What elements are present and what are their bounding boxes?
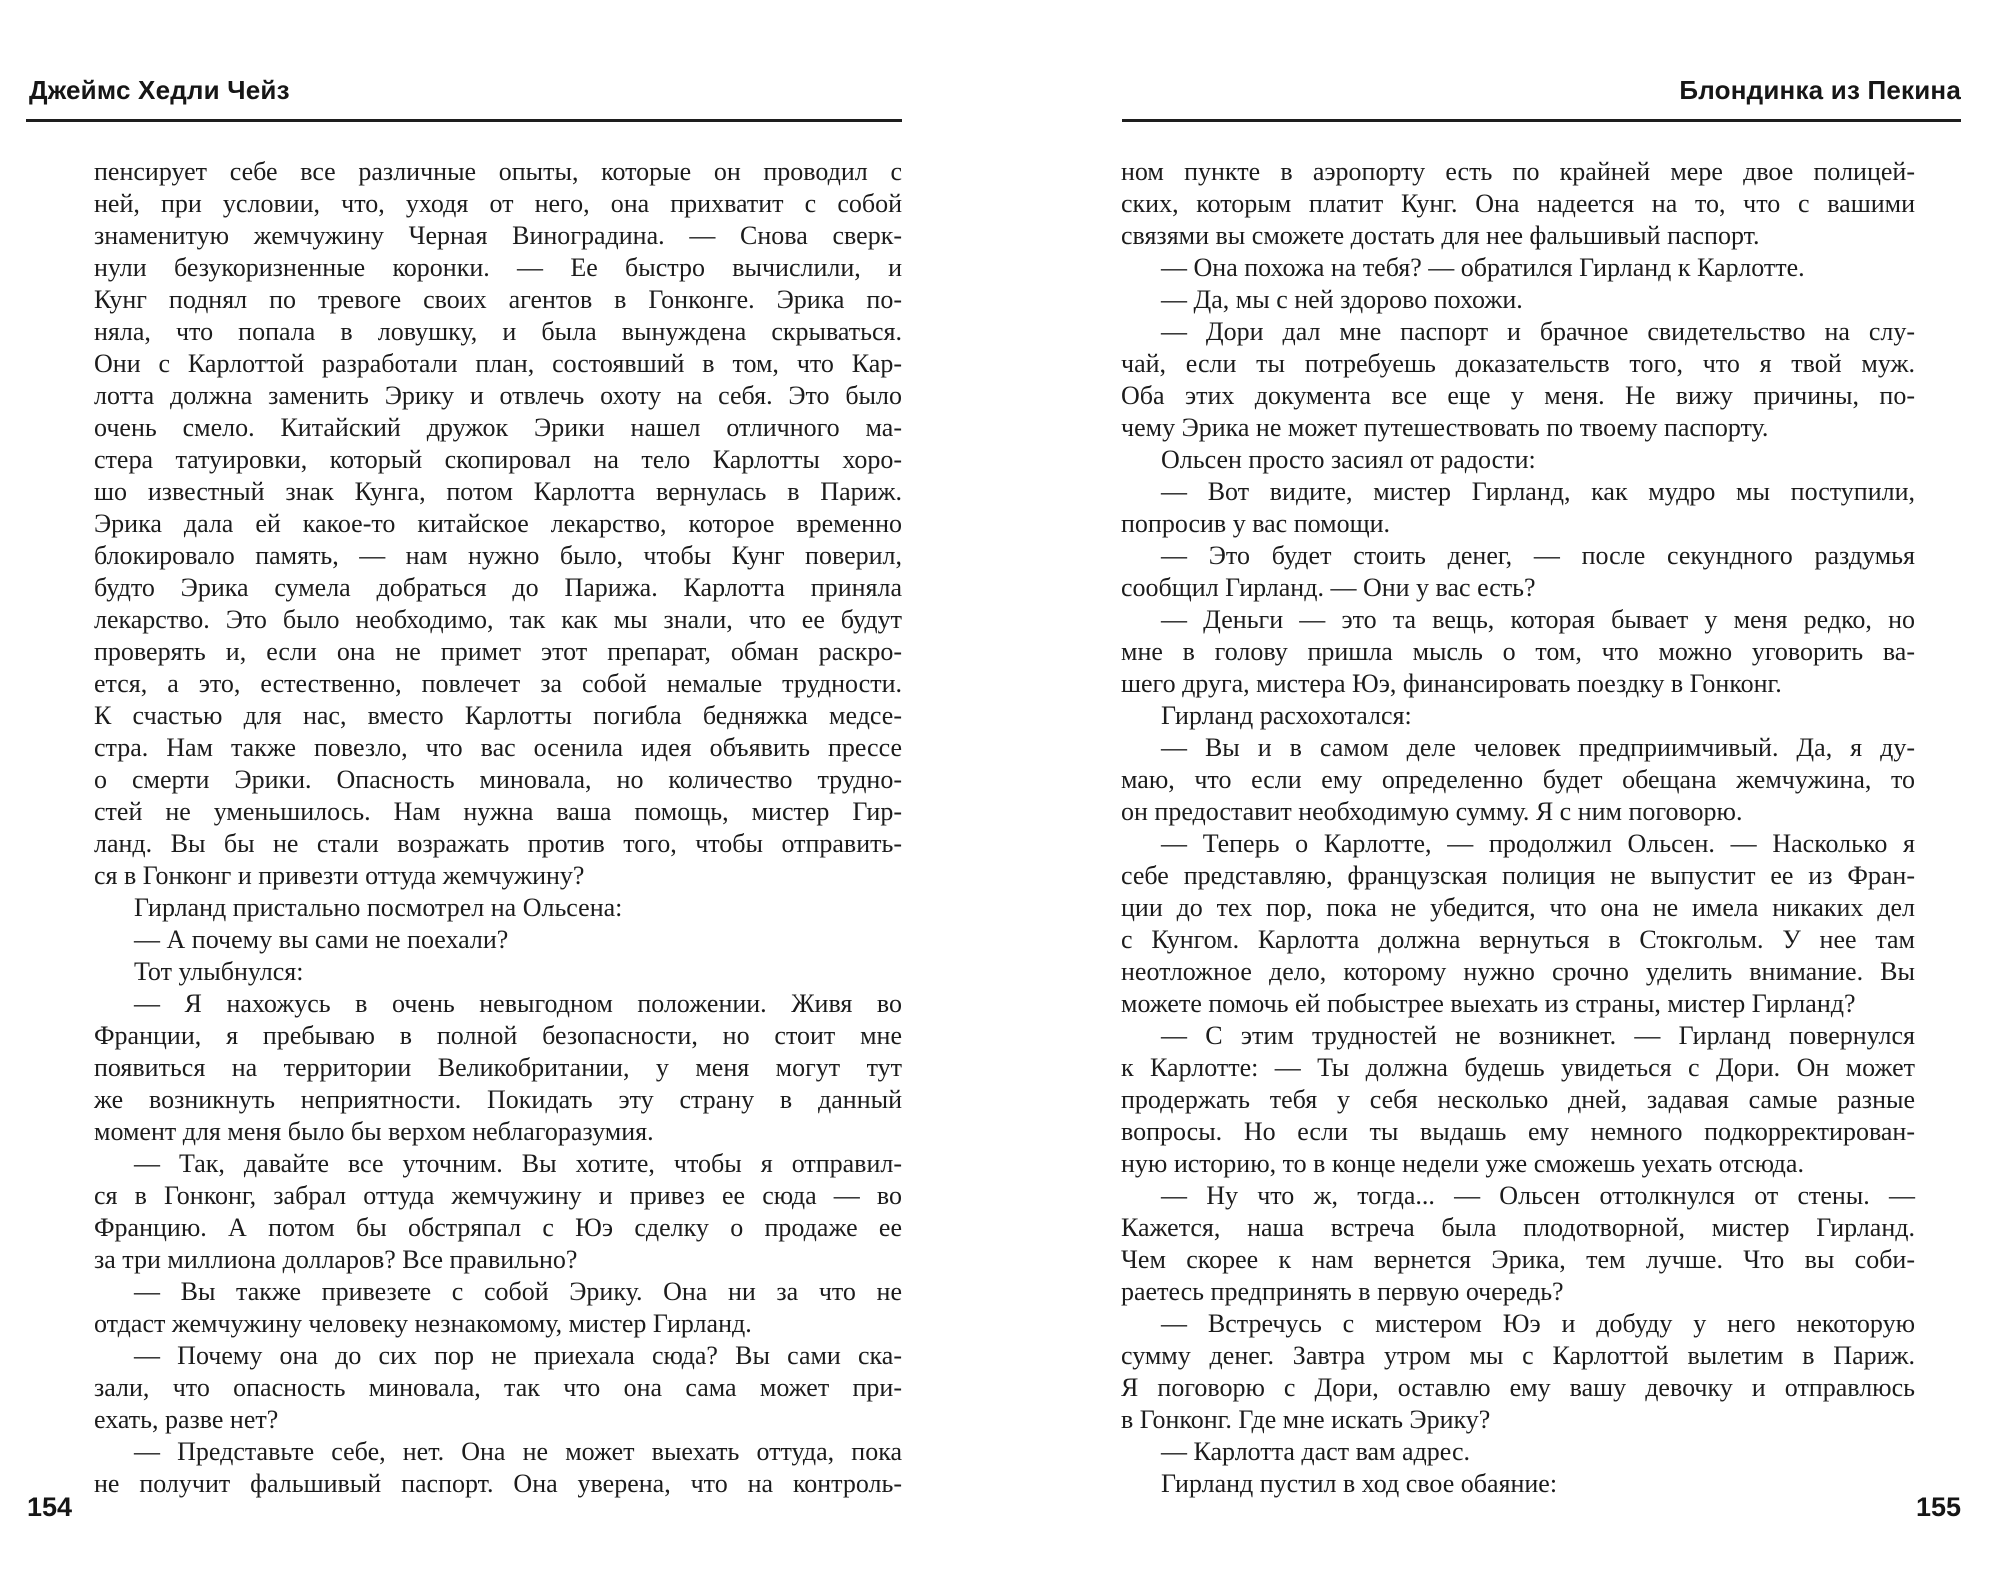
body-text [94, 156, 902, 1500]
text-line: с Кунгом. Карлотта должна вернуться в Стокгольм. У нее там [1121, 925, 1915, 954]
right-page [1000, 0, 2000, 1573]
text-line: Франции, я пребываю в полной безопасности, но стоит мне [94, 1021, 902, 1050]
text-line: ции до тех пор, пока не убедится, что она не имела никаких дел [1121, 893, 1915, 922]
text-line: раетесь предпринять в первую очередь? [1121, 1277, 1564, 1306]
text-line: можете помочь ей побыстрее выехать из страны, мистер Гирланд? [1121, 989, 1856, 1018]
text-line: Чем скорее к нам вернется Эрика, тем лучше. Что вы соби- [1121, 1245, 1915, 1274]
text-line: — Почему она до сих пор не приехала сюда? Вы сами ска- [134, 1341, 902, 1370]
text-line: Эрика дала ей какое-то китайское лекарство, которое временно [94, 509, 902, 538]
text-line: — Теперь о Карлотте, — продолжил Ольсен. — Насколько я [1161, 829, 1915, 858]
text-line: очень смело. Китайский дружок Эрики нашел отличного ма- [94, 413, 902, 442]
text-line: стера татуировки, который скопировал на тело Карлотты хоро- [94, 445, 902, 474]
text-line: — Встречусь с мистером Юэ и добуду у него некоторую [1161, 1309, 1915, 1338]
text-line: — Да, мы с ней здорово похожи. [1161, 285, 1523, 314]
text-line: — Так, давайте все уточним. Вы хотите, чтобы я отправил- [134, 1149, 902, 1178]
text-line: сообщил Гирланд. — Они у вас есть? [1121, 573, 1536, 602]
text-line: ся в Гонконг и привезти оттуда жемчужину? [94, 861, 585, 890]
text-line: ехать, разве нет? [94, 1405, 279, 1434]
text-line: Гирланд пристально посмотрел на Ольсена: [134, 893, 623, 922]
text-line: стра. Нам также повезло, что вас осенила идея объявить прессе [94, 733, 902, 762]
text-line: лекарство. Это было необходимо, так как мы знали, что ее будут [94, 605, 902, 634]
text-line: — Деньги — это та вещь, которая бывает у меня редко, но [1161, 605, 1915, 634]
text-line: няла, что попала в ловушку, и была вынуждена скрываться. [94, 317, 902, 346]
text-line: — Карлотта даст вам адрес. [1161, 1437, 1471, 1466]
text-line: Я поговорю с Дори, оставлю ему вашу девочку и отправлюсь [1121, 1373, 1915, 1402]
text-line: шего друга, мистера Юэ, финансировать поездку в Гонконг. [1121, 669, 1782, 698]
body-text [1121, 156, 1915, 1500]
header-rule [26, 119, 902, 122]
text-line: не получит фальшивый паспорт. Она уверена, что на контроль- [94, 1469, 902, 1498]
text-line: — Дори дал мне паспорт и брачное свидетельство на слу- [1161, 317, 1915, 346]
text-line: Они с Карлоттой разработали план, состоявший в том, что Кар- [94, 349, 902, 378]
text-line: Гирланд пустил в ход свое обаяние: [1161, 1469, 1558, 1498]
text-line: момент для меня было бы верхом неблагоразумия. [94, 1117, 654, 1146]
text-line: чай, если ты потребуешь доказательств того, что я твой муж. [1121, 349, 1915, 378]
text-line: — Она похожа на тебя? — обратился Гирланд к Карлотте. [1161, 253, 1805, 282]
text-line: блокировало память, — нам нужно было, чтобы Кунг поверил, [94, 541, 902, 570]
text-line: будто Эрика сумела добраться до Парижа. Карлотта приняла [94, 573, 902, 602]
text-line: — Я нахожусь в очень невыгодном положении. Живя во [134, 989, 902, 1018]
running-head-author: Джеймс Хедли Чейз [29, 75, 290, 105]
text-line: вопросы. Но если ты выдашь ему немного подкорректирован- [1121, 1117, 1915, 1146]
text-line: связями вы сможете достать для нее фальшивый паспорт. [1121, 221, 1760, 250]
text-line: ся в Гонконг, забрал оттуда жемчужину и привез ее сюда — во [94, 1181, 902, 1210]
text-line: себе представляю, французская полиция не выпустит ее из Фран- [1121, 861, 1915, 890]
text-line: Ольсен просто засиял от радости: [1161, 445, 1536, 474]
text-line: маю, что если ему определенно будет обещана жемчужина, то [1121, 765, 1915, 794]
text-line: сумму денег. Завтра утром мы с Карлоттой вылетим в Париж. [1121, 1341, 1915, 1370]
text-line: ном пункте в аэропорту есть по крайней мере двое полицей- [1121, 157, 1915, 186]
text-line: К счастью для нас, вместо Карлотты погибла бедняжка медсе- [94, 701, 902, 730]
text-line: зали, что опасность миновала, так что она сама может при- [94, 1373, 902, 1402]
text-line: он предоставит необходимую сумму. Я с ним поговорю. [1121, 797, 1743, 826]
text-line: — Это будет стоить денег, — после секундного раздумья [1161, 541, 1915, 570]
text-line: в Гонконг. Где мне искать Эрику? [1121, 1405, 1491, 1434]
text-line: ется, а это, естественно, повлечет за собой немалые трудности. [94, 669, 902, 698]
text-line: попросив у вас помощи. [1121, 509, 1391, 538]
page-number: 154 [27, 1492, 73, 1522]
text-line: о смерти Эрики. Опасность миновала, но количество трудно- [94, 765, 902, 794]
text-line: Кажется, наша встреча была плодотворной, мистер Гирланд. [1121, 1213, 1915, 1242]
text-line: — Вы и в самом деле человек предприимчивый. Да, я ду- [1161, 733, 1915, 762]
text-line: отдаст жемчужину человеку незнакомому, мистер Гирланд. [94, 1309, 752, 1338]
text-line: ланд. Вы бы не стали возражать против того, чтобы отправить- [94, 829, 902, 858]
text-line: продержать тебя у себя несколько дней, задавая самые разные [1121, 1085, 1915, 1114]
text-line: Кунг поднял по тревоге своих агентов в Гонконге. Эрика по- [94, 285, 902, 314]
text-line: проверять и, если она не примет этот препарат, обман раскро- [94, 637, 902, 666]
text-line: знаменитую жемчужину Черная Виноградина. — Снова сверк- [94, 221, 902, 250]
running-head-title: Блондинка из Пекина [1679, 75, 1961, 105]
text-line: ную историю, то в конце недели уже сможешь уехать отсюда. [1121, 1149, 1804, 1178]
text-line: — Представьте себе, нет. Она не может выехать оттуда, пока [134, 1437, 902, 1466]
text-line: появиться на территории Великобритании, у меня могут тут [94, 1053, 902, 1082]
text-line: — С этим трудностей не возникнет. — Гирланд повернулся [1161, 1021, 1915, 1050]
text-line: ских, которым платит Кунг. Она надеется на то, что с вашими [1121, 189, 1915, 218]
text-line: Оба этих документа все еще у меня. Не вижу причины, по- [1121, 381, 1915, 410]
text-line: к Карлотте: — Ты должна будешь увидеться с Дори. Он может [1121, 1053, 1915, 1082]
text-line: — Ну что ж, тогда... — Ольсен оттолкнулся от стены. — [1161, 1181, 1915, 1210]
text-line: нули безукоризненные коронки. — Ее быстро вычислили, и [94, 253, 902, 282]
text-line: неотложное дело, которому нужно срочно уделить внимание. Вы [1121, 957, 1915, 986]
text-line: — А почему вы сами не поехали? [134, 925, 509, 954]
text-line: же возникнуть неприятности. Покидать эту страну в данный [94, 1085, 902, 1114]
text-line: мне в голову пришла мысль о том, что можно уговорить ва- [1121, 637, 1915, 666]
text-line: пенсирует себе все различные опыты, которые он проводил с [94, 157, 902, 186]
text-line: ней, при условии, что, уходя от него, она прихватит с собой [94, 189, 902, 218]
text-line: Гирланд расхохотался: [1161, 701, 1412, 730]
text-line: Тот улыбнулся: [134, 957, 304, 986]
text-line: — Вы также привезете с собой Эрику. Она ни за что не [134, 1277, 902, 1306]
page-number: 155 [1915, 1492, 1961, 1522]
text-line: за три миллиона долларов? Все правильно? [94, 1245, 578, 1274]
text-line: — Вот видите, мистер Гирланд, как мудро мы поступили, [1161, 477, 1915, 506]
header-rule [1122, 119, 1961, 122]
text-line: Францию. А потом бы обстряпал с Юэ сделку о продаже ее [94, 1213, 902, 1242]
text-line: лотта должна заменить Эрику и отвлечь охоту на себя. Это было [94, 381, 902, 410]
text-line: стей не уменьшилось. Нам нужна ваша помощь, мистер Гир- [94, 797, 902, 826]
text-line: чему Эрика не может путешествовать по твоему паспорту. [1121, 413, 1769, 442]
text-line: шо известный знак Кунга, потом Карлотта вернулась в Париж. [94, 477, 902, 506]
